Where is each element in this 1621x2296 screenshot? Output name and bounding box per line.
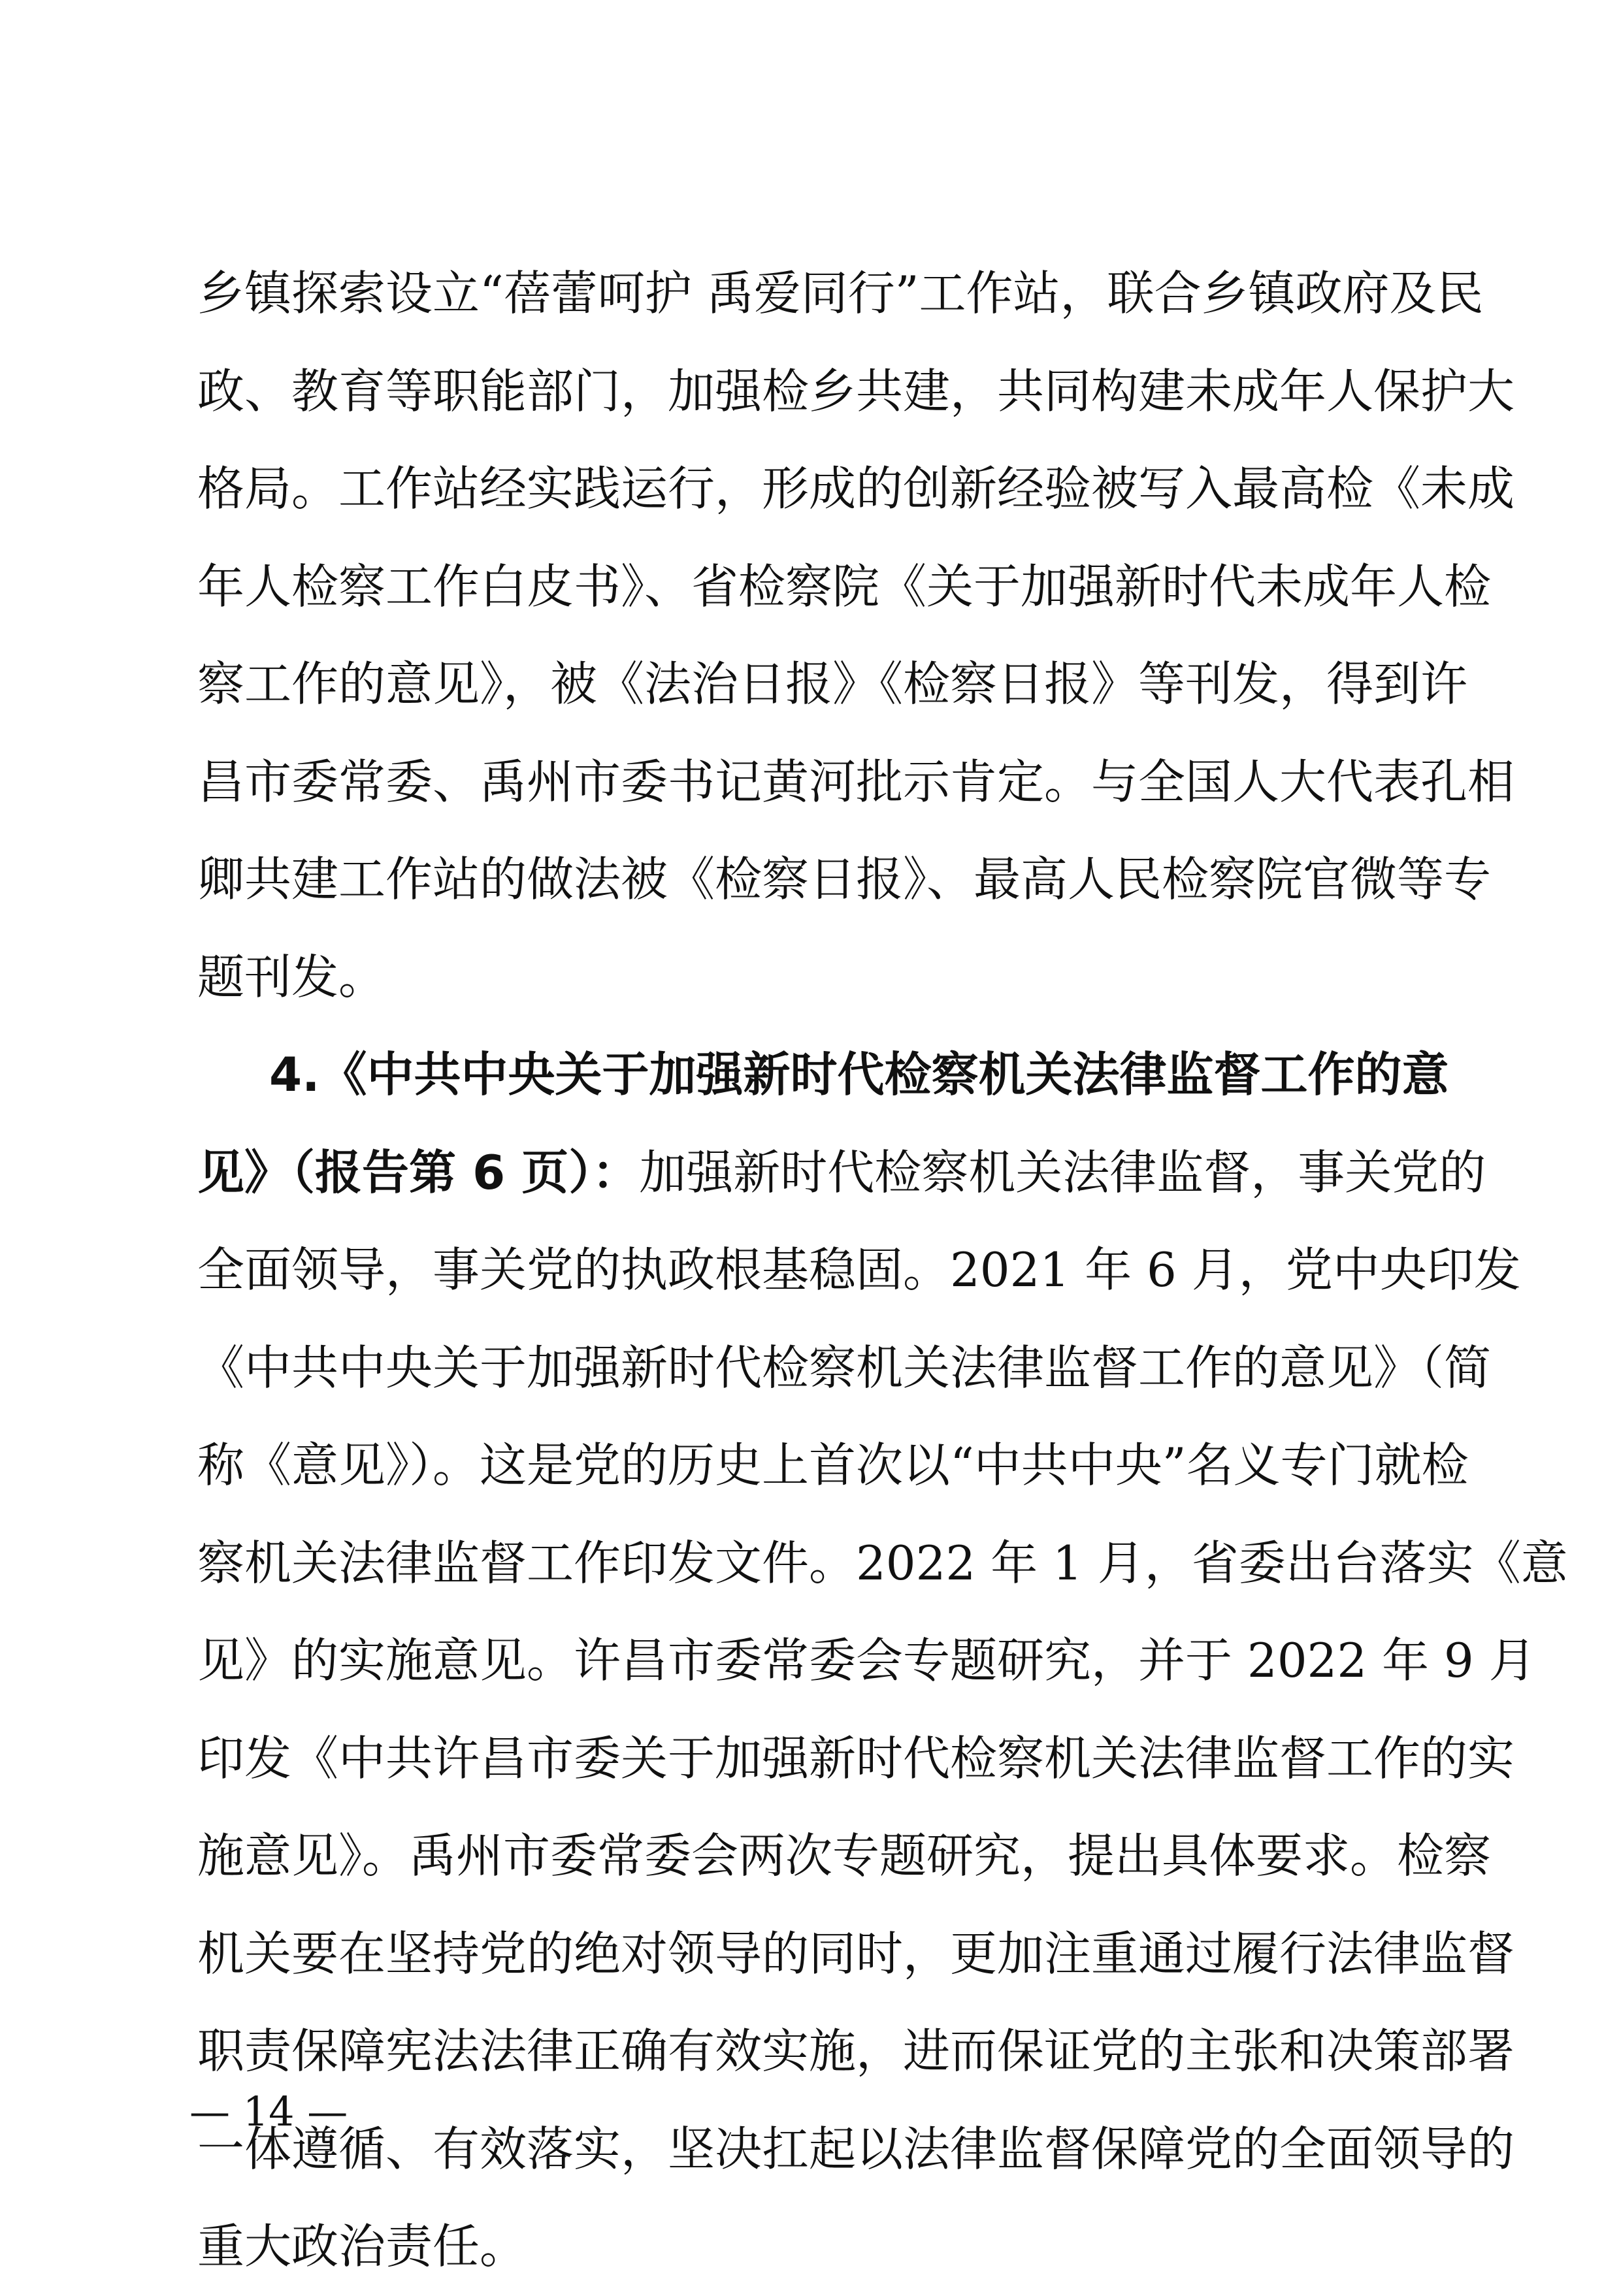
text-line: 政、教育等职能部门，加强检乡共建，共同构建未成年人保护大 <box>197 363 1515 419</box>
text-line: 《中共中央关于加强新时代检察机关法律监督工作的意见》（简 <box>197 1340 1492 1395</box>
text-line: 机关要在坚持党的绝对领导的同时，更加注重通过履行法律监督 <box>197 1926 1515 1981</box>
document-body <box>197 245 1568 2296</box>
section-heading: 4.《中共中央关于加强新时代检察机关法律监督工作的意 <box>269 1047 1449 1102</box>
text-line: 一体遵循、有效落实，坚决扛起以法律监督保障党的全面领导的 <box>197 2121 1515 2176</box>
text-fragment: 加强新时代检察机关法律监督，事关党的 <box>639 1144 1486 1200</box>
text-line <box>197 1124 1486 1222</box>
text-line: 施意见》。禹州市委常委会两次专题研究，提出具体要求。检察 <box>197 1828 1492 1883</box>
text-line: 察工作的意见》，被《法治日报》《检察日报》等刊发，得到许 <box>197 656 1468 711</box>
text-line: 昌市委常委、禹州市委书记黄河批示肯定。与全国人大代表孔相 <box>197 754 1515 809</box>
paragraph-workstation <box>197 245 1515 1026</box>
paragraph-legal-supervision <box>197 1026 1568 2296</box>
text-line: 重大政治责任。 <box>197 2219 527 2274</box>
text-line: 乡镇探索设立“蓓蕾呵护 禹爱同行”工作站，联合乡镇政府及民 <box>197 266 1484 321</box>
text-line: 见》的实施意见。许昌市委常委会专题研究，并于 2022 年 9 月 <box>197 1633 1536 1688</box>
text-line: 格局。工作站经实践运行，形成的创新经验被写入最高检《未成 <box>197 461 1515 516</box>
text-line: 卿共建工作站的做法被《检察日报》、最高人民检察院官微等专 <box>197 852 1492 907</box>
text-line: 年人检察工作白皮书》、省检察院《关于加强新时代未成年人检 <box>197 558 1492 614</box>
text-line: 全面领导，事关党的执政根基稳固。2021 年 6 月，党中央印发 <box>197 1242 1521 1297</box>
page-number: — 14 — <box>189 2088 348 2135</box>
text-line: 称《意见》）。这是党的历史上首次以“中共中央”名义专门就检 <box>197 1438 1469 1493</box>
text-line: 印发《中共许昌市委关于加强新时代检察机关法律监督工作的实 <box>197 1730 1515 1786</box>
text-line: 题刊发。 <box>197 949 386 1005</box>
text-line: 察机关法律监督工作印发文件。2022 年 1 月，省委出台落实《意 <box>197 1535 1568 1591</box>
text-line: 职责保障宪法法律正确有效实施，进而保证党的主张和决策部署 <box>197 2024 1515 2078</box>
section-heading-continuation: 见》（报告第 6 页）： <box>197 1144 640 1200</box>
